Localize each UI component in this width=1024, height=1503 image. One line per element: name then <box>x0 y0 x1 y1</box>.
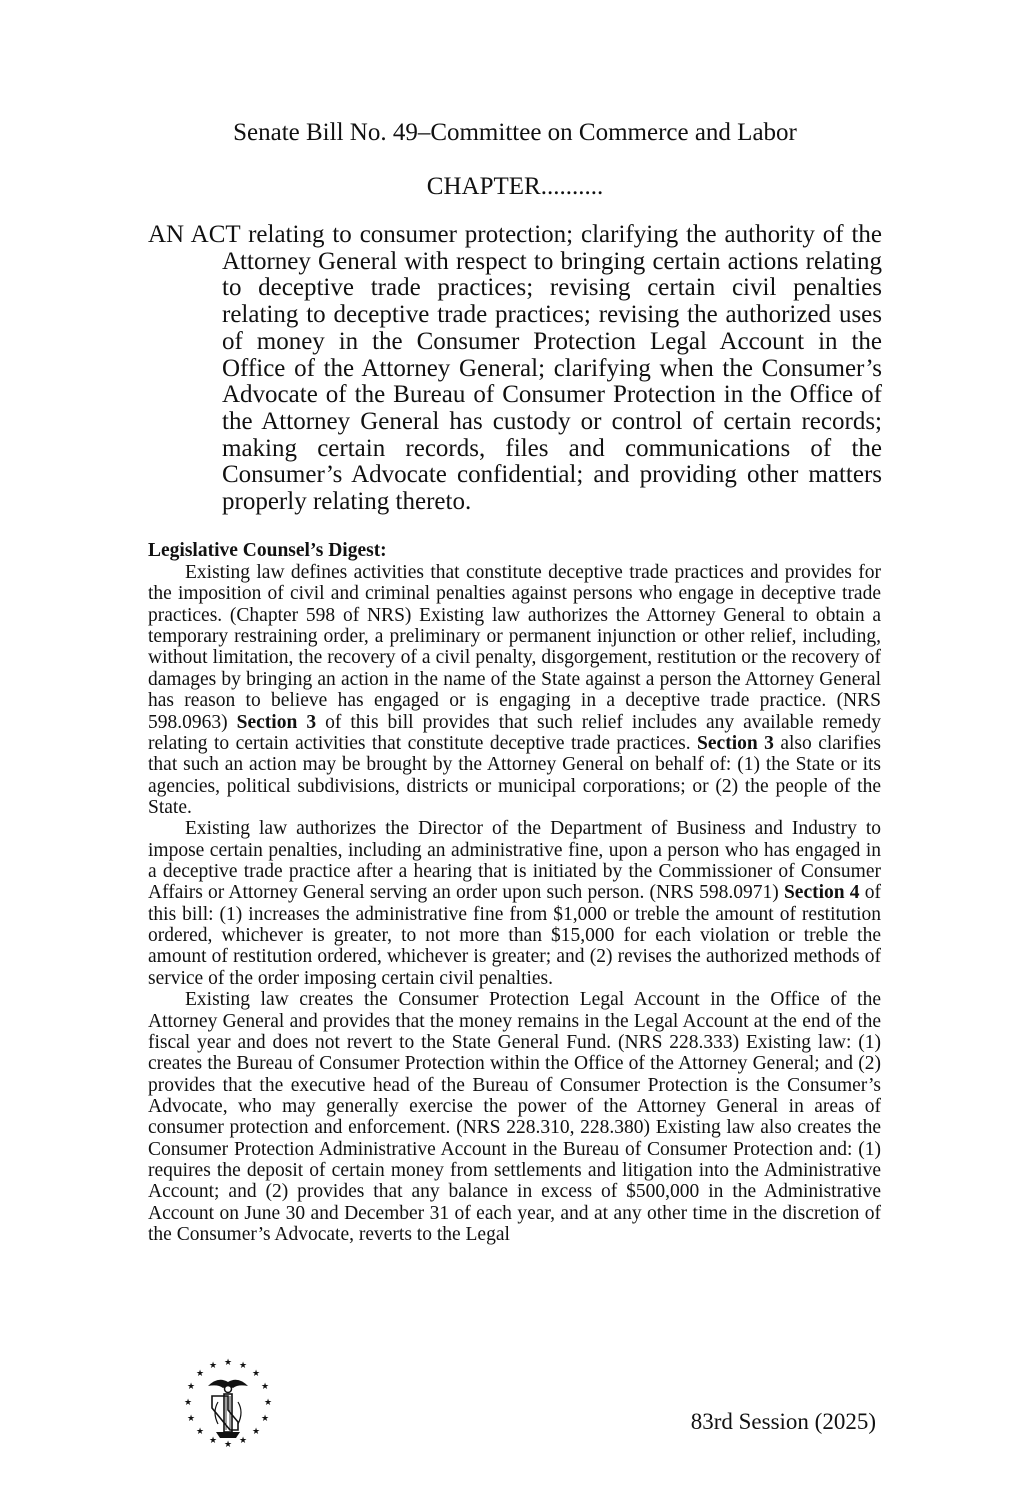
svg-text:★: ★ <box>238 1361 248 1371</box>
svg-text:★: ★ <box>260 1382 270 1392</box>
svg-text:★: ★ <box>263 1398 273 1408</box>
chapter-line: CHAPTER.......... <box>426 173 604 200</box>
nevada-state-seal-icon <box>178 1356 278 1456</box>
svg-text:★: ★ <box>195 1369 205 1379</box>
digest-body <box>148 562 881 1246</box>
digest-paragraph-1: Existing law defines activities that constitute deceptive trade practices and provides for the imposition of civil and criminal penalties against persons who engage in deceptive trade practices. (Chapter 598 of NRS) Existing law authorizes the Attorney General to obtain a temporary restraining order, a preliminary or permanent injunction or other relief, including, without limitation, the recovery of a civil penalty, disgorgement, restitution or the recovery of damages by bringing an action in the name of the State against a person the Attorney General has reason to believe has engaged or is engaging in a deceptive trade practice. (NRS 598.0963) Section 3 of this bill provides that such relief includes any available remedy relating to certain activities that constitute deceptive trade practices. Section 3 also clarifies that such an action may be brought by the Attorney General on behalf of: (1) the State or its agencies, political subdivisions, districts or municipal corporations; or (2) the people of the State. <box>148 562 881 818</box>
svg-text:★: ★ <box>195 1427 205 1437</box>
bill-title: Senate Bill No. 49–Committee on Commerce and Labor <box>233 119 797 146</box>
session-label: 83rd Session (2025) <box>690 1409 876 1434</box>
act-summary: AN ACT relating to consumer protection; clarifying the authority of the Attorney General with respect to bringing certain actions relating to deceptive trade practices; revising certain civil penalties relating to deceptive trade practices; revising the authorized uses of money in the Consumer Protection Legal Account in the Office of the Attorney General; clarifying when the Consumer’s Advocate of the Bureau of Consumer Protection in the Office of the Attorney General has custody or control of certain records; making certain records, files and communications of the Consumer’s Advocate confidential; and providing other matters properly relating thereto. <box>148 221 882 516</box>
digest-paragraph-2: Existing law authorizes the Director of the Department of Business and Industry to impose certain penalties, including an administrative fine, upon a person who has engaged in a deceptive trade practice after a hearing that is initiated by the Commissioner of Consumer Affairs or Attorney General serving an order upon such person. (NRS 598.0971) Section 4 of this bill: (1) increases the administrative fine from $1,000 or treble the amount of restitution ordered, whichever is greater, to not more than $15,000 for each violation or treble the amount of restitution ordered, whichever is greater; and (2) revises the authorized methods of service of the order imposing certain civil penalties. <box>148 818 881 989</box>
svg-text:★: ★ <box>186 1414 196 1424</box>
digest-paragraph-3: Existing law creates the Consumer Protection Legal Account in the Office of the Attorney General and provides that the money remains in the Legal Account at the end of the fiscal year and does not revert to the State General Fund. (NRS 228.333) Existing law: (1) creates the Bureau of Consumer Protection within the Office of the Attorney General; and (2) provides that the executive head of the Bureau of Consumer Protection is the Consumer’s Advocate, who may generally exercise the power of the Attorney General in areas of consumer protection and enforcement. (NRS 228.310, 228.380) Existing law also creates the Consumer Protection Administrative Account in the Bureau of Consumer Protection and: (1) requires the deposit of certain money from settlements and litigation into the Administrative Account; and (2) provides that any balance in excess of $500,000 in the Administrative Account on June 30 and December 31 of each year, and at any other time in the discretion of the Consumer’s Advocate, reverts to the Legal <box>148 989 881 1246</box>
svg-text:★: ★ <box>260 1414 270 1424</box>
section-ref: Section 3 <box>697 732 774 754</box>
section-ref: Section 3 <box>236 711 317 733</box>
section-ref: Section 4 <box>783 882 860 904</box>
svg-text:★: ★ <box>208 1361 218 1371</box>
svg-text:★: ★ <box>238 1436 248 1446</box>
svg-text:★: ★ <box>186 1382 196 1392</box>
digest-heading: Legislative Counsel’s Digest: <box>148 540 387 561</box>
svg-text:★: ★ <box>251 1427 261 1437</box>
svg-text:★: ★ <box>223 1440 233 1450</box>
svg-text:★: ★ <box>223 1358 233 1368</box>
svg-text:★: ★ <box>183 1398 193 1408</box>
svg-text:★: ★ <box>208 1436 218 1446</box>
svg-text:★: ★ <box>251 1369 261 1379</box>
